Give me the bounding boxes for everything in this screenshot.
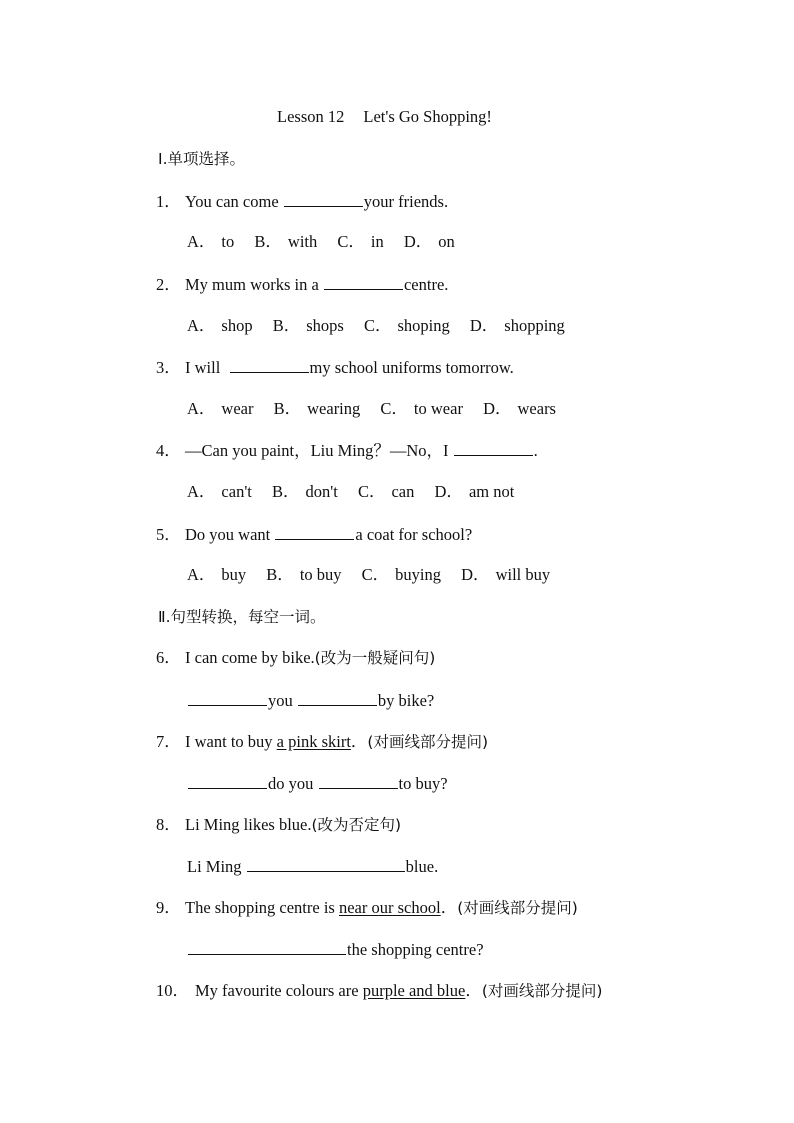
option-c[interactable]: C． can bbox=[357, 482, 415, 501]
option-b[interactable]: B． shops bbox=[272, 316, 344, 335]
question-text: . bbox=[533, 441, 538, 460]
question-text: ． bbox=[465, 981, 482, 1000]
question-4 bbox=[156, 440, 538, 461]
option-a[interactable]: A． can't bbox=[187, 482, 252, 501]
option-a[interactable]: A． to bbox=[187, 232, 235, 251]
instruction: (对画线部分提问) bbox=[367, 733, 489, 751]
answer-blank[interactable] bbox=[275, 524, 354, 540]
question-6 bbox=[156, 648, 435, 668]
question-9 bbox=[156, 898, 578, 918]
question-number: 6． bbox=[156, 648, 181, 667]
question-10 bbox=[156, 981, 602, 1001]
question-text: I will bbox=[185, 358, 229, 377]
question-8 bbox=[156, 815, 401, 835]
question-1-options bbox=[187, 232, 471, 252]
answer-blank[interactable] bbox=[298, 690, 377, 706]
option-d[interactable]: D． wears bbox=[483, 399, 556, 418]
question-text: Do you want bbox=[185, 525, 275, 544]
instruction: (改为一般疑问句) bbox=[314, 649, 436, 667]
question-text: my school uniforms tomorrow. bbox=[309, 358, 514, 377]
option-d[interactable]: D． shopping bbox=[469, 316, 565, 335]
question-1 bbox=[156, 191, 448, 212]
section-2-heading: Ⅱ.句型转换，每空一词。 bbox=[158, 608, 326, 626]
question-text: ． bbox=[350, 732, 368, 751]
option-c[interactable]: C． buying bbox=[361, 565, 442, 584]
option-b[interactable]: B． to buy bbox=[266, 565, 342, 584]
underlined-text: near our school bbox=[338, 898, 441, 917]
section-1-heading: Ⅰ.单项选择。 bbox=[158, 150, 245, 168]
answer-text: you bbox=[268, 691, 297, 710]
question-number: 10． bbox=[156, 981, 189, 1000]
option-b[interactable]: B． don't bbox=[272, 482, 338, 501]
lesson-number: Lesson 12 bbox=[277, 107, 345, 126]
question-text: My mum works in a bbox=[185, 275, 323, 294]
question-5 bbox=[156, 524, 472, 545]
answer-blank[interactable] bbox=[247, 856, 405, 872]
question-number: 7． bbox=[156, 732, 181, 751]
question-text: The shopping centre is bbox=[185, 898, 339, 917]
question-text: ． bbox=[440, 898, 458, 917]
underlined-text: purple and blue bbox=[362, 981, 466, 1000]
question-4-options bbox=[187, 482, 530, 502]
answer-blank[interactable] bbox=[188, 690, 267, 706]
instruction: (改为否定句) bbox=[311, 816, 402, 834]
answer-text: by bike? bbox=[377, 691, 435, 710]
answer-blank[interactable] bbox=[188, 773, 267, 789]
answer-text: blue. bbox=[405, 857, 439, 876]
question-number: 9． bbox=[156, 898, 181, 917]
question-7 bbox=[156, 732, 488, 752]
instruction: (对画线部分提问) bbox=[457, 899, 578, 917]
question-number: 3． bbox=[156, 358, 181, 377]
question-text: your friends. bbox=[363, 192, 449, 211]
answer-blank[interactable] bbox=[188, 939, 346, 955]
option-d[interactable]: D． on bbox=[403, 232, 455, 251]
answer-blank[interactable] bbox=[230, 357, 309, 373]
question-5-options bbox=[187, 565, 566, 585]
question-9-answer bbox=[187, 939, 484, 960]
question-text: a coat for school? bbox=[355, 525, 473, 544]
answer-text: do you bbox=[268, 774, 318, 793]
question-3 bbox=[156, 357, 514, 378]
option-a[interactable]: A． wear bbox=[187, 399, 254, 418]
option-a[interactable]: A． buy bbox=[187, 565, 247, 584]
question-2-options bbox=[187, 316, 581, 336]
option-d[interactable]: D． am not bbox=[434, 482, 515, 501]
question-2 bbox=[156, 274, 448, 295]
question-number: 5． bbox=[156, 525, 181, 544]
question-text: I can come by bike. bbox=[185, 648, 315, 667]
option-a[interactable]: A． shop bbox=[187, 316, 253, 335]
lesson-name: Let's Go Shopping! bbox=[363, 107, 492, 126]
underlined-text: a pink skirt bbox=[276, 732, 351, 751]
instruction: (对画线部分提问) bbox=[481, 982, 603, 1000]
answer-text: to buy? bbox=[398, 774, 448, 793]
question-7-answer bbox=[187, 773, 448, 794]
answer-blank[interactable] bbox=[284, 191, 363, 207]
answer-blank[interactable] bbox=[324, 274, 403, 290]
page-title bbox=[277, 107, 492, 127]
question-number: 4． bbox=[156, 441, 181, 460]
option-c[interactable]: C． shoping bbox=[363, 316, 450, 335]
question-3-options bbox=[187, 399, 572, 419]
answer-text: Li Ming bbox=[187, 857, 246, 876]
question-text: Li Ming likes blue. bbox=[185, 815, 312, 834]
question-number: 2． bbox=[156, 275, 181, 294]
question-8-answer bbox=[187, 856, 438, 877]
option-c[interactable]: C． in bbox=[337, 232, 384, 251]
option-c[interactable]: C． to wear bbox=[380, 399, 463, 418]
question-text: centre. bbox=[403, 275, 449, 294]
question-text: —Can you paint，Liu Ming？—No，I bbox=[185, 441, 453, 460]
answer-blank[interactable] bbox=[454, 440, 533, 456]
answer-text: the shopping centre? bbox=[347, 940, 484, 959]
question-number: 1． bbox=[156, 192, 181, 211]
question-text: I want to buy bbox=[185, 732, 277, 751]
answer-blank[interactable] bbox=[319, 773, 398, 789]
option-b[interactable]: B． wearing bbox=[273, 399, 361, 418]
question-number: 8． bbox=[156, 815, 181, 834]
question-text: You can come bbox=[185, 192, 283, 211]
option-b[interactable]: B． with bbox=[254, 232, 318, 251]
question-6-answer bbox=[187, 690, 434, 711]
option-d[interactable]: D． will buy bbox=[461, 565, 551, 584]
question-text: My favourite colours are bbox=[195, 981, 363, 1000]
